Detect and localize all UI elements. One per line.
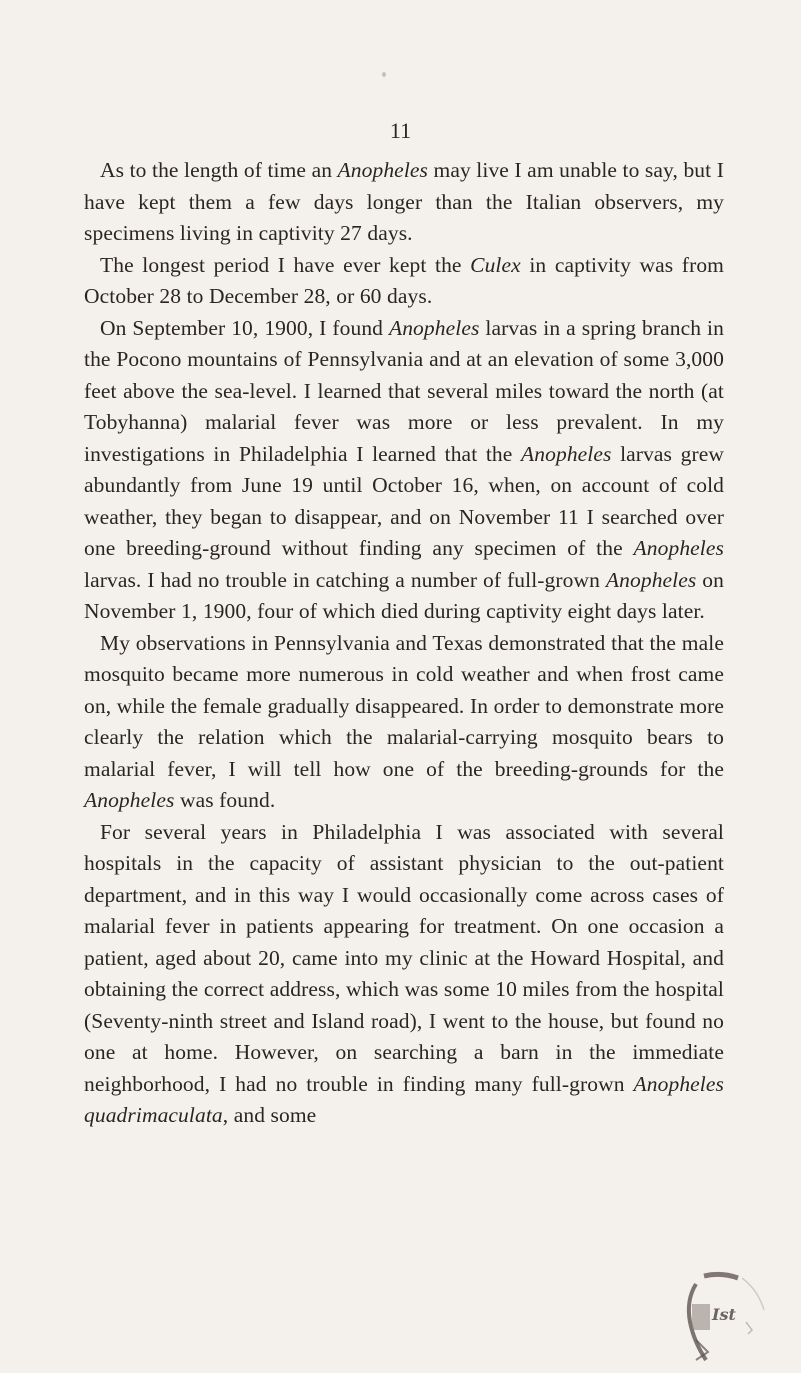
text-run: On September 10, 1900, I found bbox=[100, 315, 389, 340]
paragraph bbox=[84, 313, 724, 628]
paragraph bbox=[84, 817, 724, 1132]
text-run: , and some bbox=[222, 1103, 317, 1127]
text-run: My observations in Pennsylvania and Texas demonstrated that the male mosquito became more numerous in cold weather and when frost came on, while the female gradually disappeared. In order to demonstrate more clearly the relation which the malarial-carrying mosquito bears to malarial fever, I will tell how one of the breeding-grounds for the bbox=[84, 630, 724, 781]
italic-term: Anopheles bbox=[633, 536, 724, 560]
page-number: 11 bbox=[389, 118, 412, 143]
text-run: may live I am unable to say, but I have kept them a few days longer than the Italian observers, my specimens living in captivity 27 days. bbox=[84, 158, 724, 245]
paragraph bbox=[84, 155, 724, 250]
italic-term: Anopheles bbox=[84, 788, 175, 812]
text-run: The longest period I have ever kept the bbox=[100, 252, 471, 277]
body-text bbox=[84, 155, 724, 1132]
italic-term: Anopheles bbox=[337, 158, 429, 182]
text-run: As to the length of time an bbox=[100, 158, 338, 182]
paper-speck bbox=[382, 72, 386, 77]
italic-term: Anopheles bbox=[521, 441, 612, 466]
paragraph bbox=[84, 628, 724, 817]
italic-term: Anopheles quadrimaculata bbox=[84, 1071, 724, 1127]
text-run: was found. bbox=[174, 788, 276, 812]
svg-text:Ist: Ist bbox=[712, 1305, 736, 1324]
text-run: larvas. I had no trouble in catching a number of full-grown bbox=[84, 567, 606, 592]
text-run: on November 1, 1900, four of which died during captivity eight days later. bbox=[84, 567, 724, 623]
paragraph bbox=[84, 250, 724, 313]
text-run: in captivity was from October 28 to December 28, or 60 days. bbox=[84, 252, 725, 308]
text-run: For several years in Philadelphia I was associated with several hospitals in the capacity of assistant physician to the out-patient department, and in this way I would occasionally come across cases of malarial fever in patients appearing for treatment. On one occasion a patient, aged about 20, came into my clinic at the Howard Hospital, and obtaining the correct address, which was some 10 miles from the hospital (Seventy-ninth street and Island road), I went to the house, but found no one at home. However, on searching a barn in the immediate neighborhood, I had no trouble in finding many full-grown bbox=[84, 819, 724, 1096]
italic-term: Culex bbox=[470, 252, 521, 277]
text-run: larvas grew abundantly from June 19 until October 16, when, on account of cold weather, they began to disappear, and on November 11 I searched over one breeding-ground without finding any specimen of the bbox=[84, 441, 725, 560]
library-stamp bbox=[666, 1270, 776, 1370]
italic-term: Anopheles bbox=[388, 315, 480, 340]
text-run: larvas in a spring branch in the Pocono mountains of Pennsylvania and at an elevation of some 3,000 feet above the sea-level. I learned that several miles toward the north (at Tobyhanna) malarial fever was more or less prevalent. In my investigations in Philadelphia I learned that the bbox=[84, 315, 724, 466]
italic-term: Anopheles bbox=[605, 567, 697, 592]
